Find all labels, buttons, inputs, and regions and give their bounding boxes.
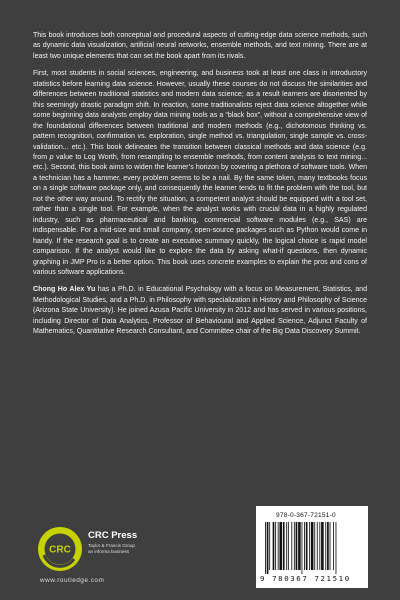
barcode-bar — [317, 522, 318, 570]
barcode-bar — [327, 522, 329, 570]
barcode-bar — [279, 522, 282, 570]
barcode-bar — [265, 522, 266, 574]
barcode-digits: 9 780367 721510 — [260, 574, 351, 583]
barcode-bar — [306, 522, 308, 570]
publisher-group: Taylor & Francis Group — [88, 543, 135, 548]
barcode-bar — [273, 522, 275, 570]
barcode-bar — [309, 522, 310, 570]
back-cover-text — [33, 31, 367, 345]
barcode-bar — [321, 522, 324, 570]
barcode-bar — [296, 522, 298, 570]
barcode-bar — [319, 522, 320, 570]
crc-logo-text: CRC — [49, 544, 71, 556]
crc-press-logo-icon — [36, 525, 84, 573]
barcode-bar — [336, 522, 337, 574]
publisher-name: CRC Press — [88, 530, 138, 541]
barcode-bar — [298, 522, 301, 570]
author-bio-paragraph — [33, 285, 367, 337]
barcode-bar — [286, 522, 287, 570]
body-text-part2: value to Log Worth, from resampling to ensemble methods, from content analysis to text mining... etc.). Second, this book aims to widen the learner’s horizon by covering a plethora of software tools. When a technician has a hammer, every problem seems to be a nail. By the same token, many textbooks focus on a single software package only, and consequently the learner tends to fit the problem with the tool, but not the other way around. To rectify the situation, a competent analyst should be equipped with a tool set, rather than a single tool. For example, when the analyst works with crucial data in a highly regulated industry, such as pharmaceutical and banking, commercial software modules (e.g., SAS) are indispensable. For a mid-size and small company, open-source packages such as Python would come in handy. If the research goal is to create an executive summary quickly, the logical choice is rapid model comparison. If the analyst would like to explore the data by asking what-if questions, then dynamic graphing in JMP Pro is a better option. This book uses concrete examples to explain the pros and cons of various software applications. — [33, 153, 367, 276]
p-value-symbol: p — [49, 153, 54, 161]
isbn-number: 978-0-367-72151-0 — [276, 512, 336, 519]
barcode-bars-icon — [265, 522, 359, 574]
barcode-bar — [325, 522, 326, 570]
barcode-bar — [278, 522, 279, 570]
barcode-bar — [333, 522, 334, 570]
barcode-bar — [291, 522, 292, 570]
publisher-tagline — [88, 543, 168, 554]
barcode-bar — [311, 522, 314, 570]
barcode-bar — [330, 522, 331, 570]
body-paragraph — [33, 69, 367, 278]
author-bio-text: has a Ph.D. in Educational Psychology with a focus on Measurement, Statistics, and Methodological Studies, and a Ph.D. in Philosophy with specialization in History and Philosophy of Science (Arizona State University). He joined Azusa Pacific University in 2012 and has served in various positions, including Director of Data Analytics, Professor of Behavioural and Applied Science, Adjunct Faculty of Mathematics, Quantitative Research Consultant, and Committee chair of the Big Data Discovery Summit. — [33, 286, 368, 336]
barcode-bar — [288, 522, 289, 570]
publisher-informa: an informa business — [88, 548, 130, 554]
barcode-bar — [269, 522, 270, 570]
barcode-bar — [267, 522, 269, 574]
isbn-barcode — [256, 506, 368, 588]
body-text-part1: First, most students in social sciences, engineering, and business took at least one class in introductory statistics before learning data science. However, usually these courses do not discuss the similarities and differences between traditional statistics and modern data science; as a result learners are disoriented by this seemingly drastic paradigm shift. In reaction, some traditionalists reject data science altogether while some beginning data analysts employ data mining tools as a “black box”, without a comprehensive view of the foundational differences between traditional and modern methods (e.g., dichotomous thinking vs. pattern recognition, confirmation vs. exploration, single method vs. triangulation, single sample vs. cross-validation... etc.). This book delineates the transition between classical methods and data science (e.g. from — [33, 70, 367, 161]
barcode-bar — [294, 522, 295, 570]
author-name: Chong Ho Alex Yu — [33, 286, 96, 294]
barcode-bar — [283, 522, 285, 570]
barcode-bar — [302, 522, 303, 574]
intro-paragraph: This book introduces both conceptual and procedural aspects of cutting-edge data science methods, such as dynamic data visualization, artificial neural networks, ensemble methods, and text mining. There are at least two unique elements that can set the book apart from its rivals. — [33, 32, 367, 60]
barcode-bar — [304, 522, 305, 570]
barcode-bar — [275, 522, 276, 570]
publisher-url: www.routledge.com — [40, 577, 105, 584]
barcode-bar — [314, 522, 315, 570]
